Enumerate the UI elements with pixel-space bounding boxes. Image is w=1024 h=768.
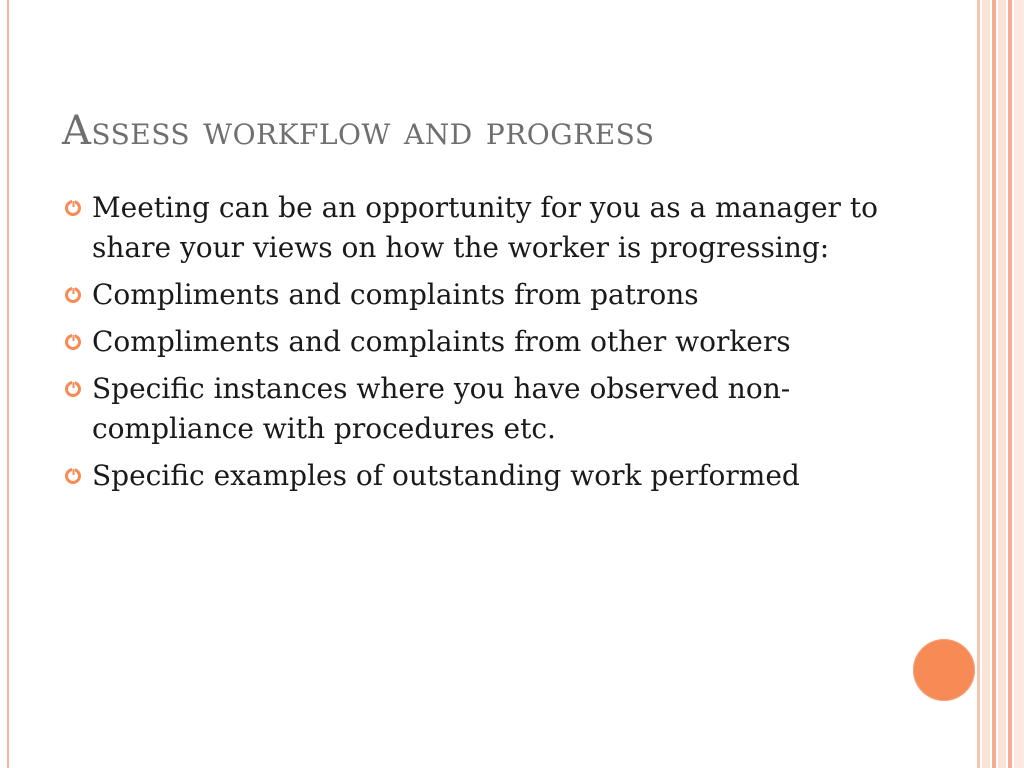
bullet-item bbox=[64, 275, 884, 315]
stripe bbox=[977, 0, 980, 768]
stripe bbox=[992, 0, 996, 768]
bullet-list bbox=[64, 188, 884, 503]
right-decorative-stripes bbox=[976, 0, 1024, 768]
stripe bbox=[1008, 0, 1012, 768]
bullet-text: Specific instances where you have observed non-compliance with procedures etc. bbox=[92, 372, 791, 445]
ring-bullet-icon bbox=[64, 333, 82, 351]
stripe bbox=[1014, 0, 1024, 768]
ring-bullet-icon bbox=[64, 467, 82, 485]
bullet-item bbox=[64, 369, 884, 449]
slide-title: Assess workflow and progress bbox=[62, 108, 655, 154]
bullet-text: Compliments and complaints from patrons bbox=[92, 278, 699, 311]
ring-bullet-icon bbox=[64, 286, 82, 304]
bullet-text: Meeting can be an opportunity for you as a manager to share your views on how the worker is progressing: bbox=[92, 191, 878, 264]
bullet-item bbox=[64, 322, 884, 362]
stripe bbox=[982, 0, 990, 768]
stripe bbox=[998, 0, 1006, 768]
bullet-item bbox=[64, 456, 884, 496]
bullet-text: Compliments and complaints from other workers bbox=[92, 325, 791, 358]
left-border-line bbox=[7, 0, 9, 768]
bullet-text: Specific examples of outstanding work performed bbox=[92, 459, 800, 492]
ring-bullet-icon bbox=[64, 380, 82, 398]
decorative-circle bbox=[913, 639, 975, 701]
ring-bullet-icon bbox=[64, 199, 82, 217]
bullet-item bbox=[64, 188, 884, 268]
